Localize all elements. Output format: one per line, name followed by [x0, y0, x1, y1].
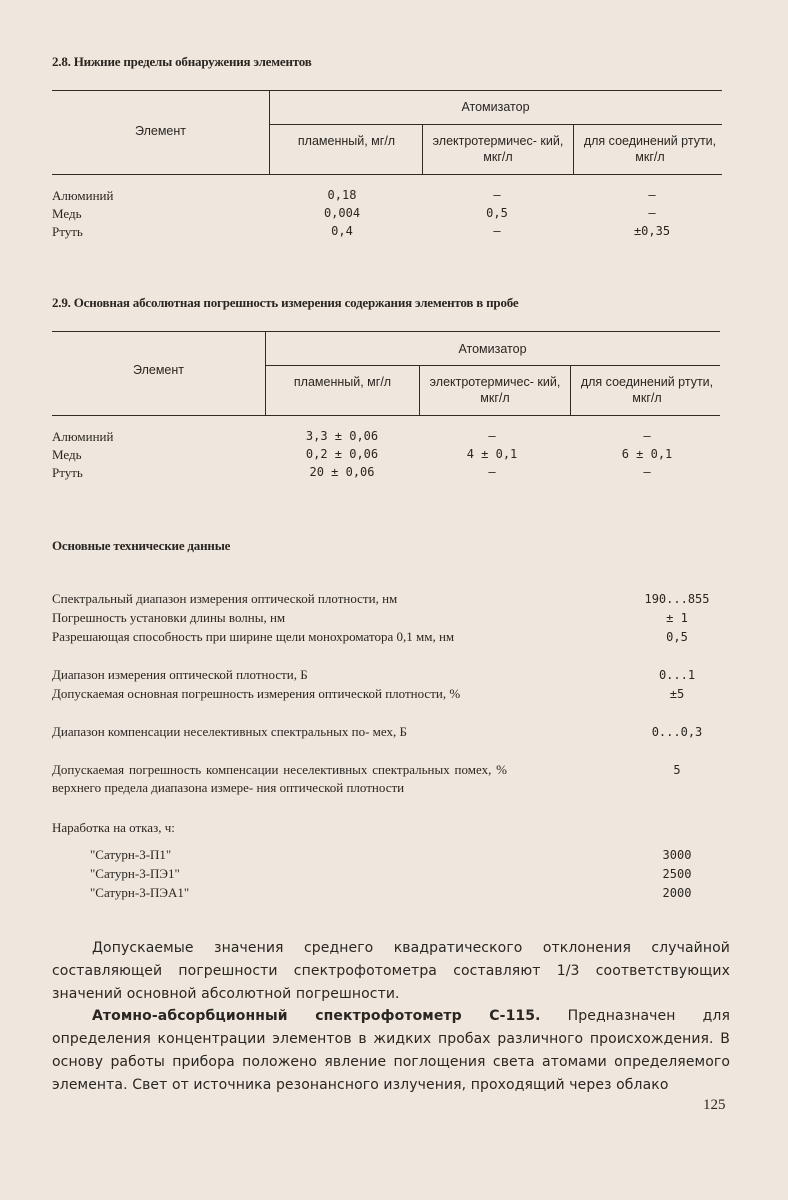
col-mercury: для соединений ртути, мкг/л [583, 134, 717, 164]
paragraph-spectrophotometer: Атомно-абсорбционный спектрофотометр С-115. Предназначен для определения концентрации элементов в жидких пробах различного происхождения. В основу работы прибора положено явление поглощения света атомами определяемого элемента. Свет от источника резонансного излучения, проходящий через облако [52, 1008, 730, 1093]
col-atomizer: Атомизатор [461, 100, 530, 114]
document-page: 2.8. Нижние пределы обнаружения элементов Элемент Атомизатор пламенный, мг/л электротермичес- кий, мкг/л для соединений ртути, мкг/л Алюминий 0,18 – – Медь 0,004 0,5 – Ртуть 0,4 – ±0,35 2.9. Основная абсолютная погрешность измерения содержания элементов в пробе Элемент Атомизатор пламенный, мг/л электротермичес- кий, мкг/л для соединений ртути, мкг/л Алюминий 3,3 ± 0,06 – – Медь 0,2 ± 0,06 4 ± 0,1 6 ± 0,1 Ртуть 20 ± 0,06 – – Основные технические данные Спектральный диапазон измерения оптической плотности, нм 190...855 Погрешность установки длины волны, нм ± 1 Разрешающая способность при ширине щели монохроматора 0,1 мм, нм 0,5 Диапазон измерения оптической плотности, Б 0...1 Допускаемая основная погрешность измерения оптической плотности, % ±5 Диапазон компенсации неселективных спектральных по- мех, Б 0...0,3 Допускаемая погрешность компенсации неселективных спектральных помех, % верхнего предела диапазона измере- ния оптической плотности 5 Наработка на отказ, ч: "Сатурн-3-П1" 3000 "Сатурн-3-ПЭ1" 2500 "Сатурн-3-ПЭА1" 2000 Допускаемые значения среднего квадратического отклонения случайной составляющей погрешности спектрофотометра составляют 1/3 соответствующих значений основной абсолютной погрешности. Атомно-абсорбционный спектрофотометр С-115. Предназначен для определения концентрации элементов в жидких пробах различного происхождения. В основу работы прибора положено явление поглощения света атомами определяемого элемента. Свет от источника резонансного излучения, проходящий через облако 125 [52, 54, 730, 1113]
col-flame: пламенный, мг/л [293, 375, 392, 389]
col-element: Элемент [133, 363, 184, 377]
col-flame: пламенный, мг/л [297, 134, 396, 148]
tech-data-title: Основные технические данные [52, 538, 231, 553]
table-2-8-title: 2.8. Нижние пределы обнаружения элементов [52, 54, 312, 69]
table-row: Медь 0,2 ± 0,06 4 ± 0,1 6 ± 0,1 [52, 447, 673, 462]
col-atomizer: Атомизатор [458, 342, 527, 356]
table-rule [52, 415, 720, 416]
table-row: Медь 0,004 0,5 – [52, 206, 656, 221]
col-mercury: для соединений ртути, мкг/л [580, 375, 714, 405]
table-divider [570, 365, 571, 415]
table-rule [269, 124, 722, 125]
page-number: 125 [703, 1097, 726, 1113]
table-2-9 [52, 331, 720, 491]
table-divider [422, 124, 423, 174]
table-2-8 [52, 90, 720, 250]
table-rule [52, 331, 720, 332]
table-row: Ртуть 20 ± 0,06 – – [52, 465, 651, 480]
table-divider [573, 124, 574, 174]
paragraph-deviation: Допускаемые значения среднего квадратического отклонения случайной составляющей погрешности спектрофотометра составляют 1/3 соответствующих значений основной абсолютной погрешности. [52, 940, 730, 1002]
table-row: Ртуть 0,4 – ±0,35 [52, 224, 671, 239]
table-row: Алюминий 0,18 – – [52, 188, 656, 203]
table-rule [52, 174, 722, 175]
col-element: Элемент [135, 124, 186, 138]
col-electrothermal: электротермичес- кий, мкг/л [429, 375, 561, 405]
col-electrothermal: электротермичес- кий, мкг/л [432, 134, 564, 164]
table-2-9-title: 2.9. Основная абсолютная погрешность измерения содержания элементов в пробе [52, 295, 519, 310]
table-rule [265, 365, 720, 366]
table-row: Алюминий 3,3 ± 0,06 – – [52, 429, 651, 444]
table-divider [419, 365, 420, 415]
device-name: Атомно-абсорбционный спектрофотометр С-115. [92, 1008, 541, 1024]
table-rule [52, 90, 722, 91]
